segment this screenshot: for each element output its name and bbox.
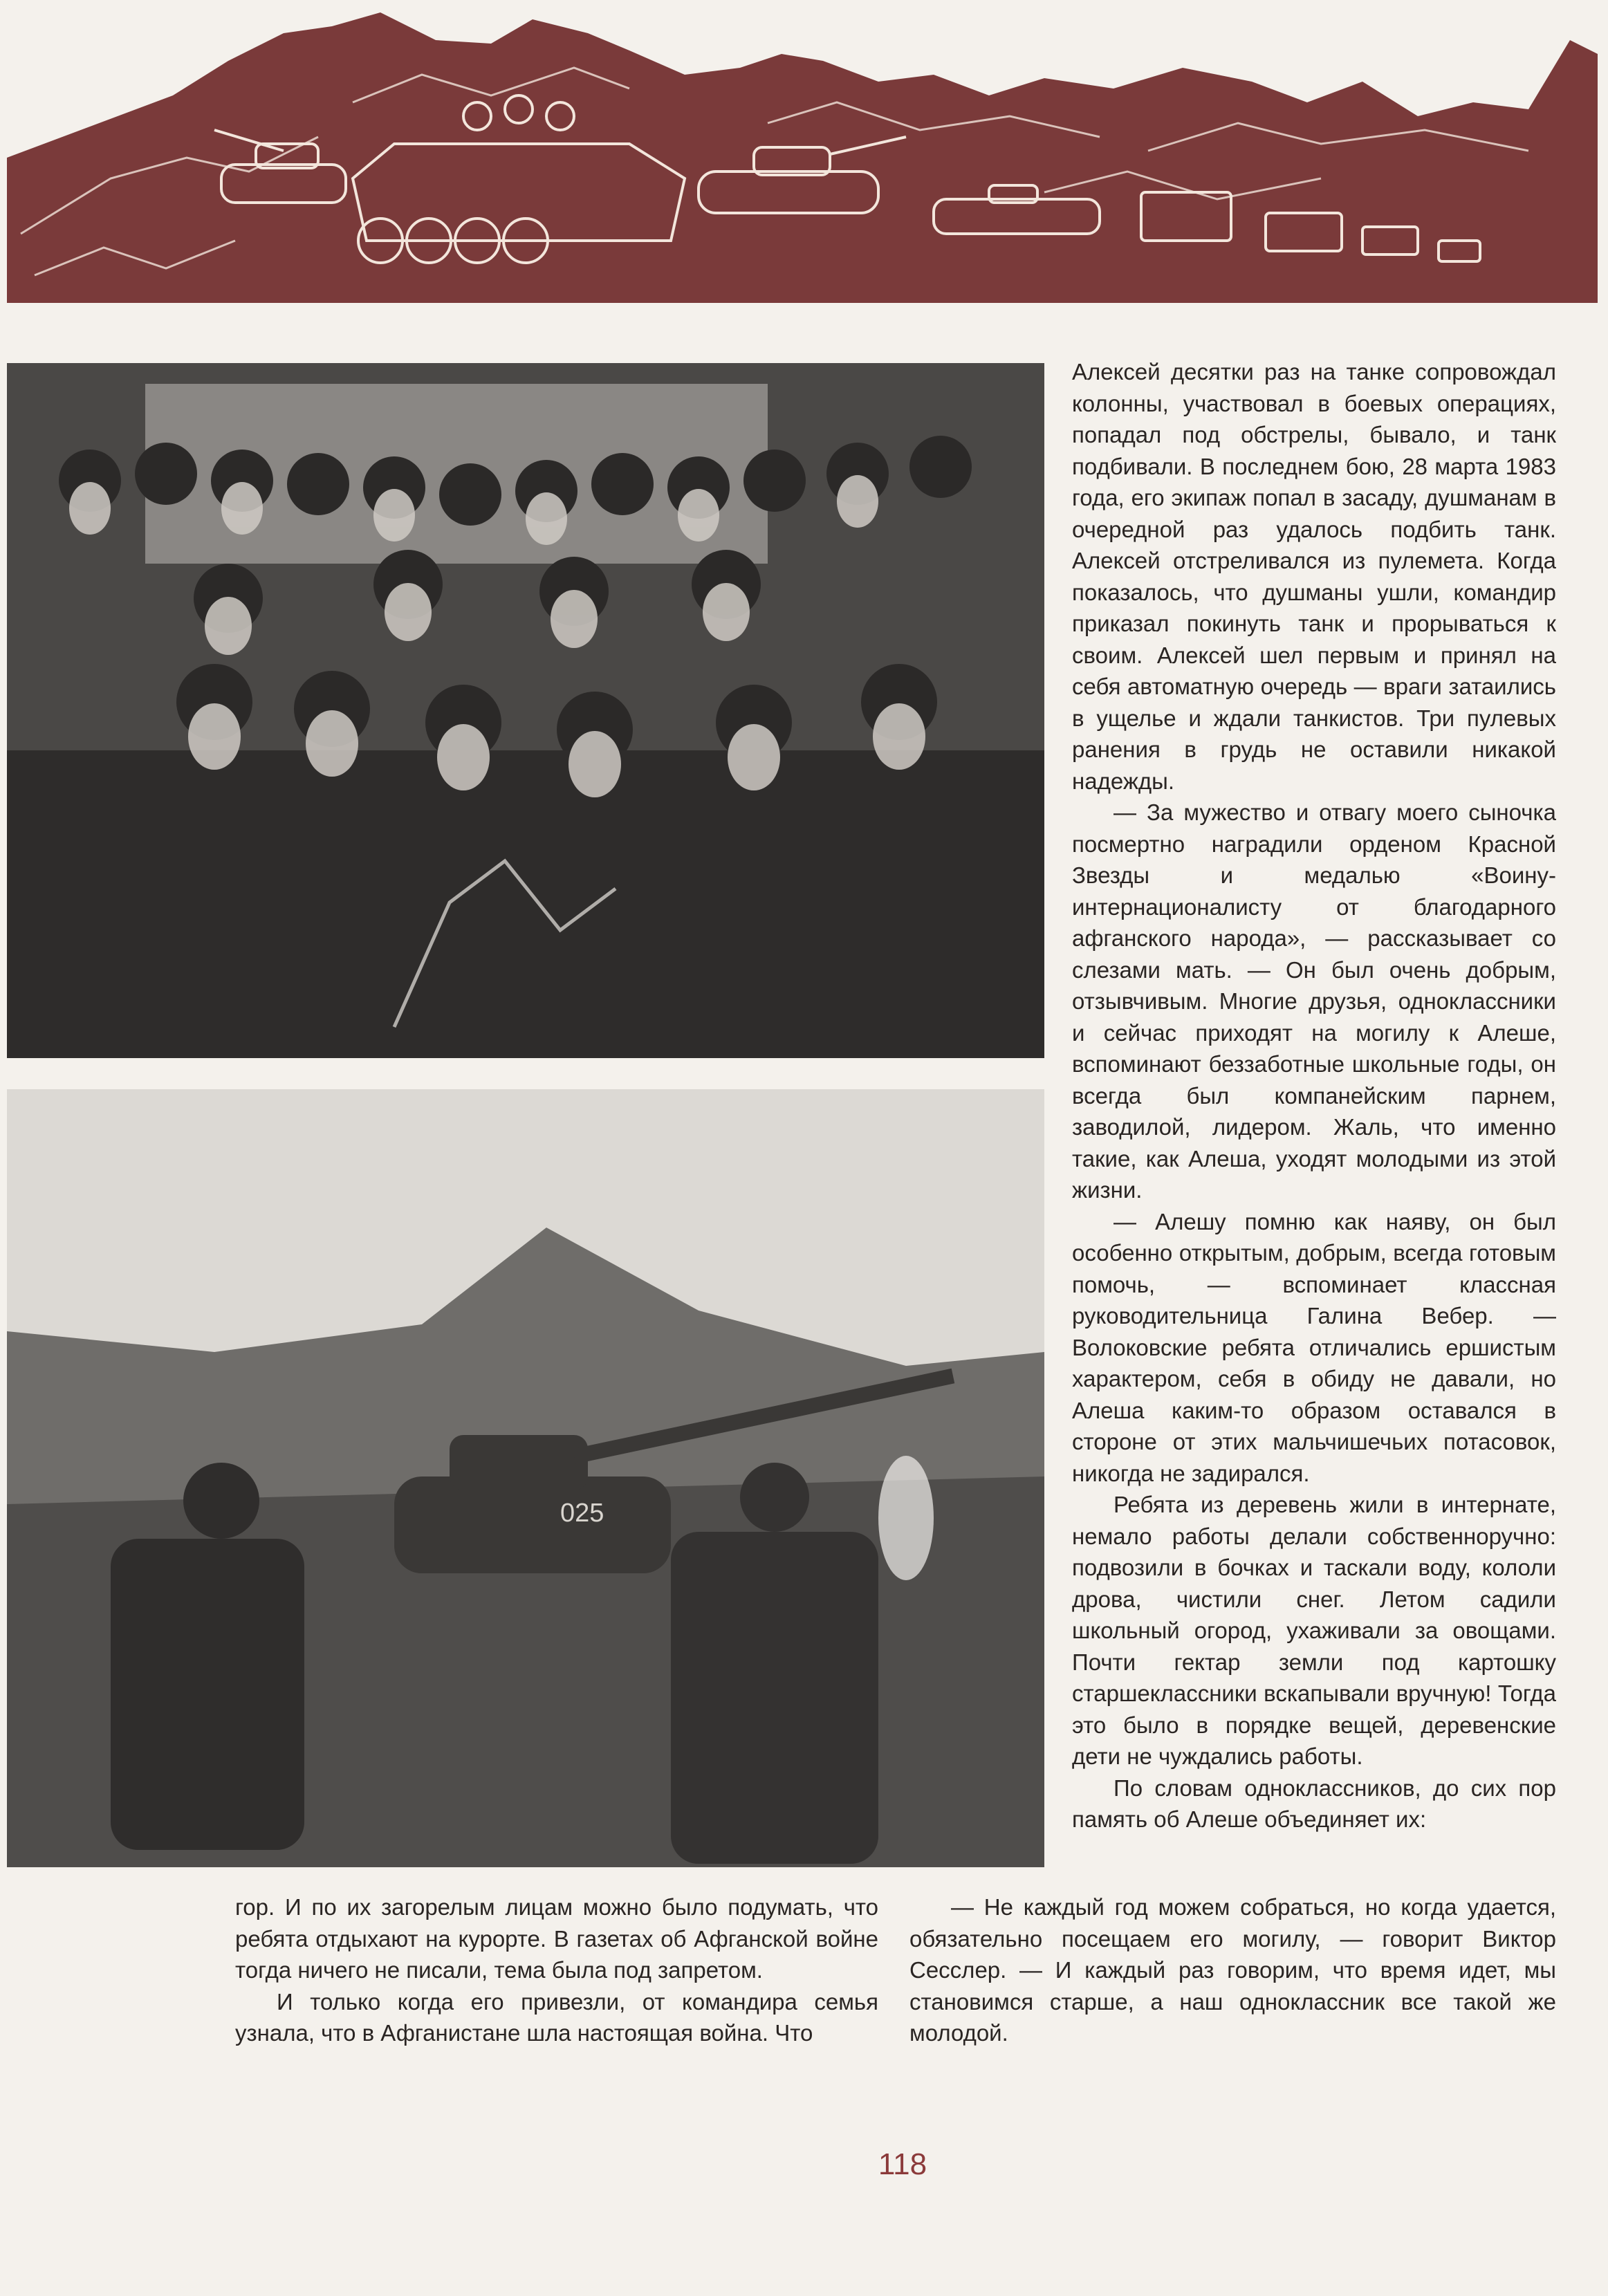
page-number: 118 [878,2147,927,2181]
banner-background [7,12,1598,303]
right-text-column [1072,356,1556,1835]
paragraph-3: — Алешу помню как наяву, он был особенно открытым, добрым, всегда готовым помочь, — вспоминает классная руководительница Галина Вебер. — Волоковские ребята отличались ершистым характером, себя в обиду не давали, но Алеша каким-то образом оставался в стороне от этих мальчишечьих потасовок, никогда не задирался. [1072,1208,1556,1486]
left-bottom-text-column [235,1891,878,2049]
paragraph-6: — Не каждый год можем собраться, но когда удается, обязательно посещаем его могилу, — говорит Виктор Сесслер. — И каждый раз говорим, что время идет, мы становимся старше, а наш одноклассник все такой же молодой. [909,1894,1556,2046]
paragraph-4: Ребята из деревень жили в интернате, немало работы делали собственноручно: подвозили в бочках и таскали воду, кололи дрова, чистили снег. Летом садили школьный огород, ухаживали за овощами. Почти гектар земли под картошку старшеклассники вскапывали вручную! Тогда это было в порядке вещей, деревенские дети не чуждались работы. [1072,1492,1556,1769]
paragraph-left-2: И только когда его привезли, от командира семья узнала, что в Афганистане шла настоящая война. Что [235,1988,878,2046]
group-portrait-photo [7,363,1044,1058]
paragraph-left-1: гор. И по их загорелым лицам можно было подумать, что ребята отдыхают на курорте. В газетах об Афганской войне тогда ничего не писали, тема была под запретом. [235,1894,878,1983]
tank-marking: 025 [560,1499,604,1528]
paragraph-1: Алексей десятки раз на танке сопровождал колонны, участвовал в боевых операциях, попадал под обстрелы, бывало, и танк подбивали. В последнем бою, 28 марта 1983 года, его экипаж попал в засаду, душманам в очередной раз удалось подбить танк. Алексей отстреливался из пулемета. Когда показалось, что душманы ушли, командир приказал покинуть танк и прорываться к своим. Алексей шел первым и принял на себя автоматную очередь — враги затаились в ущелье и ждали танкистов. Три пулевых ранения в грудь не оставили никакой надежды. [1072,359,1556,794]
tank-on-hillside-image [7,1089,1044,1867]
header-banner-illustration [7,12,1598,303]
group-portrait-image [7,363,1044,1058]
paragraph-2: — За мужество и отвагу моего сыночка посмертно наградили орденом Красной Звезды и медалью «Воину-интернационалисту от благодарного афганского народа», — рассказывает со слезами мать. — Он был очень добрым, отзывчивым. Многие друзья, одноклассники и сейчас приходят на могилу к Алеше, вспоминают беззаботные школьные годы, он всегда был компанейским парнем, заводилой, лидером. Жаль, что именно такие, как Алеша, уходят молодыми из этой жизни. [1072,799,1556,1203]
paragraph-5: По словам одноклассников, до сих пор память об Алеше объединяет их: [1072,1775,1556,1832]
right-bottom-text-column [909,1891,1556,2049]
tank-on-hillside-photo [7,1089,1044,1867]
